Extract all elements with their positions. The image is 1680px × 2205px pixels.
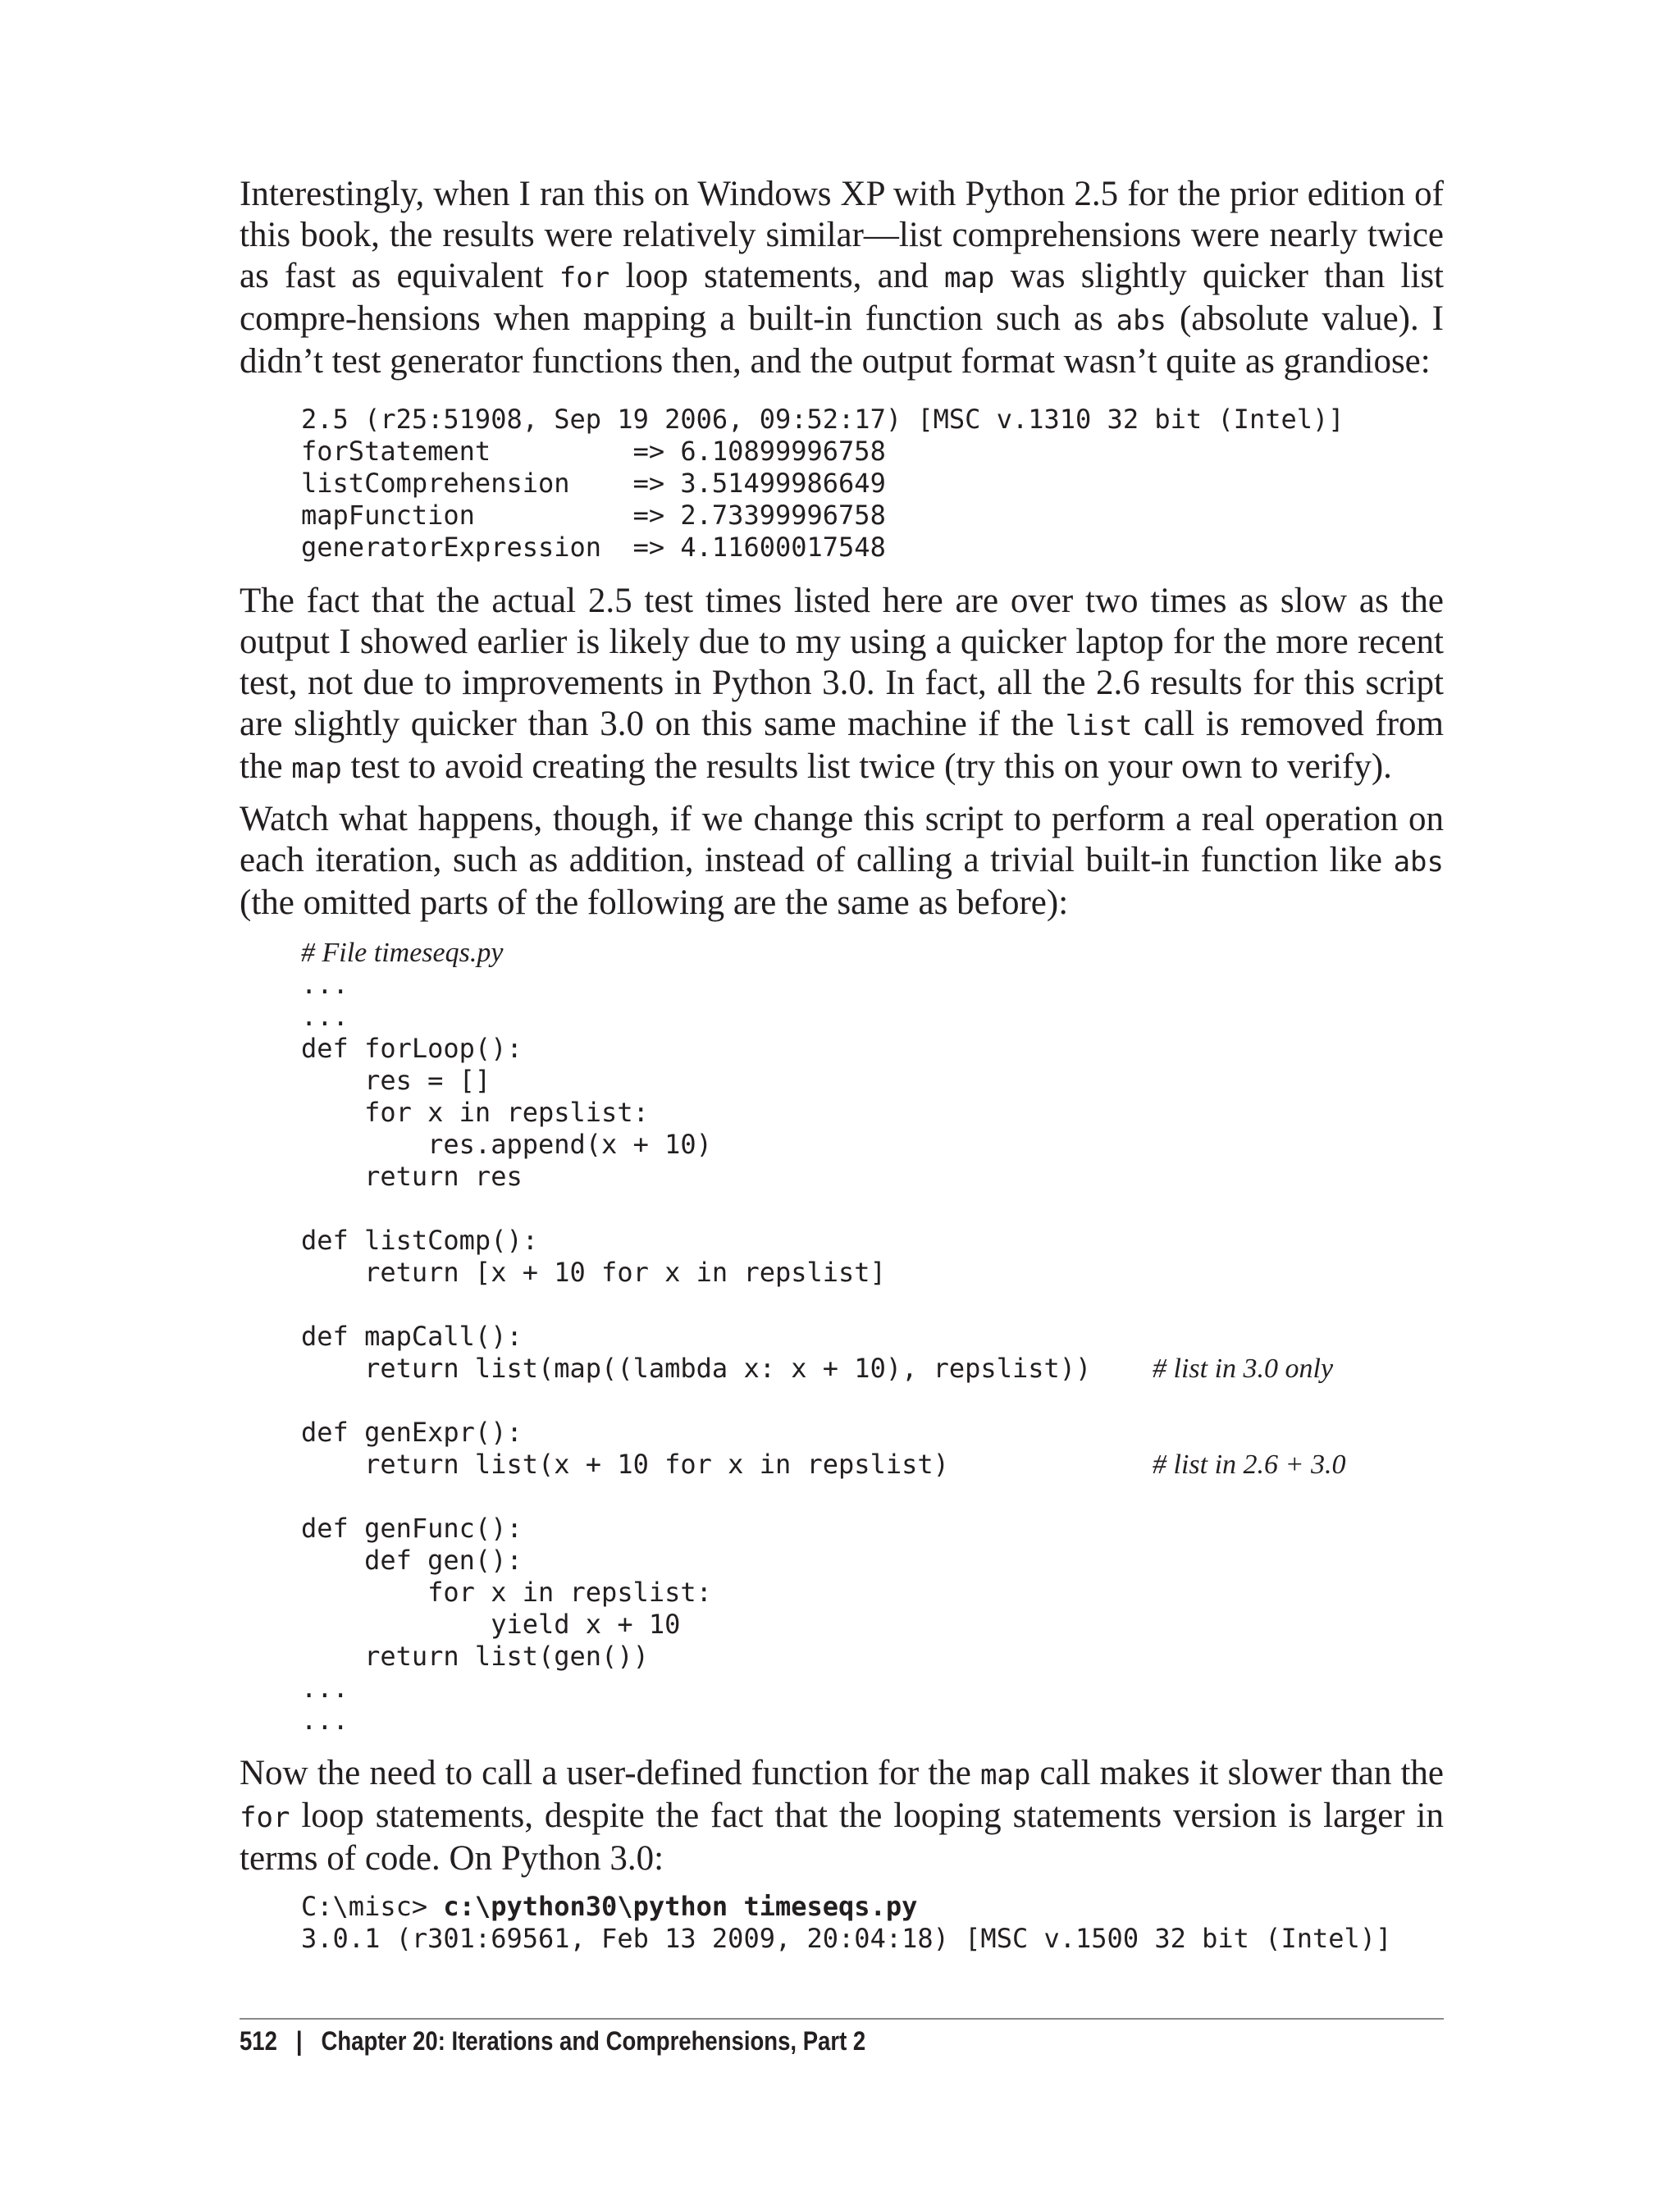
code-line: yield x + 10	[301, 1609, 681, 1640]
code-line: 3.0.1 (r301:69561, Feb 13 2009, 20:04:18) [MSC v.1500 32 bit (Intel)]	[301, 1923, 1392, 1954]
text: Interestingly, when I ran this on Windows XP with Python 2.5 for the prior edition of this book, the results were relatively similar—list comprehensions were nearly twice as fast as equivalent	[240, 175, 1444, 295]
text: call is removed from the	[240, 705, 1444, 786]
code-line: res = []	[301, 1065, 491, 1096]
paragraph-2	[240, 581, 1444, 789]
inline-code: abs	[1393, 846, 1444, 879]
code-line: 2.5 (r25:51908, Sep 19 2006, 09:52:17) [MSC v.1310 32 bit (Intel)]	[301, 404, 1344, 435]
text: loop statements, and	[609, 257, 944, 295]
code-line: for x in repslist:	[301, 1097, 649, 1128]
paragraph-1	[240, 174, 1444, 382]
code-text: return list(x + 10 for x in repslist)	[301, 1449, 949, 1480]
shell-command: c:\python30\python timeseqs.py	[443, 1891, 918, 1922]
code-line	[301, 1289, 1091, 1321]
text: loop statements, despite the fact that the looping statements version is larger in terms of code. On Python 3.0:	[240, 1796, 1444, 1878]
code-line: ...	[301, 969, 349, 1000]
code-line: def forLoop():	[301, 1033, 523, 1064]
inline-code: for	[559, 262, 610, 294]
inline-code: map	[979, 1759, 1031, 1792]
code-line: ...	[301, 1001, 349, 1032]
command-line	[301, 1891, 1391, 1923]
code-line: return list(gen())	[301, 1641, 649, 1672]
paragraph-3	[240, 799, 1444, 924]
page-number: 512	[240, 2026, 277, 2056]
text: (the omitted parts of the following are the same as before):	[240, 883, 1069, 922]
code-line: def gen():	[301, 1545, 523, 1576]
text: The fact that the actual 2.5 test times listed here are over two times as slow as the output I showed earlier is likely due to my using a quicker laptop for the more recent test, not due to improvements in Python 3.0. In fact, all the 2.6 results for this script are slightly quicker than 3.0 on this same machine if the	[240, 582, 1444, 743]
code-line: for x in repslist:	[301, 1577, 712, 1608]
code-line	[301, 1385, 1091, 1417]
code-line-with-comment	[301, 1353, 1334, 1385]
inline-code: abs	[1116, 304, 1167, 337]
code-line: ...	[301, 1705, 349, 1736]
text: call makes it slower than the	[1030, 1754, 1444, 1792]
chapter-title: Chapter 20: Iterations and Comprehensions, Part 2	[321, 2026, 866, 2056]
code-line: def genFunc():	[301, 1513, 523, 1544]
text: Watch what happens, though, if we change this script to perform a real operation on each iteration, such as addition, instead of calling a trivial built-in function like	[240, 800, 1444, 879]
file-comment: # File timeseqs.py	[301, 938, 504, 968]
code-line: generatorExpression => 4.11600017548	[301, 532, 886, 563]
footer-separator: |	[295, 2026, 303, 2056]
code-line: mapFunction => 2.73399996758	[301, 500, 886, 531]
inline-code: list	[1065, 710, 1133, 742]
inline-code: map	[291, 752, 342, 785]
code-text: return list(map((lambda x: x + 10), repslist))	[301, 1353, 1092, 1384]
code-line: def genExpr():	[301, 1417, 523, 1448]
text: Now the need to call a user-defined function for the	[240, 1754, 980, 1792]
code-line	[301, 1193, 1091, 1225]
code-comment: # list in 3.0 only	[1153, 1354, 1334, 1384]
code-line: return res	[301, 1161, 523, 1192]
code-line: return [x + 10 for x in repslist]	[301, 1257, 886, 1288]
shell-prompt: C:\misc>	[301, 1891, 444, 1922]
code-line-with-comment	[301, 1449, 1346, 1481]
code-line: forStatement => 6.10899996758	[301, 436, 886, 467]
code-line: ...	[301, 1673, 349, 1704]
code-line: res.append(x + 10)	[301, 1129, 712, 1160]
code-line	[301, 1481, 1091, 1513]
paragraph-4	[240, 1753, 1444, 1879]
text: test to avoid creating the results list twice (try this on your own to verify).	[341, 747, 1392, 786]
code-block-timeseqs	[240, 937, 1346, 1737]
code-line: def mapCall():	[301, 1321, 523, 1352]
text: (absolute value). I didn’t test generator functions then, and the output format wasn’t quite as grandiose:	[240, 299, 1444, 381]
footer-rule	[240, 2018, 1444, 2020]
inline-code: map	[943, 262, 995, 294]
code-line: listComprehension => 3.51499986649	[301, 468, 886, 499]
page-footer	[240, 2026, 865, 2057]
code-block-run-output	[240, 1891, 1391, 1955]
text: was slightly quicker than list compre-hensions when mapping a built-in function such as	[240, 257, 1445, 338]
code-block-results-2-5	[240, 404, 1344, 564]
inline-code: for	[240, 1801, 290, 1834]
code-line: def listComp():	[301, 1225, 538, 1256]
code-comment: # list in 2.6 + 3.0	[1153, 1449, 1346, 1480]
